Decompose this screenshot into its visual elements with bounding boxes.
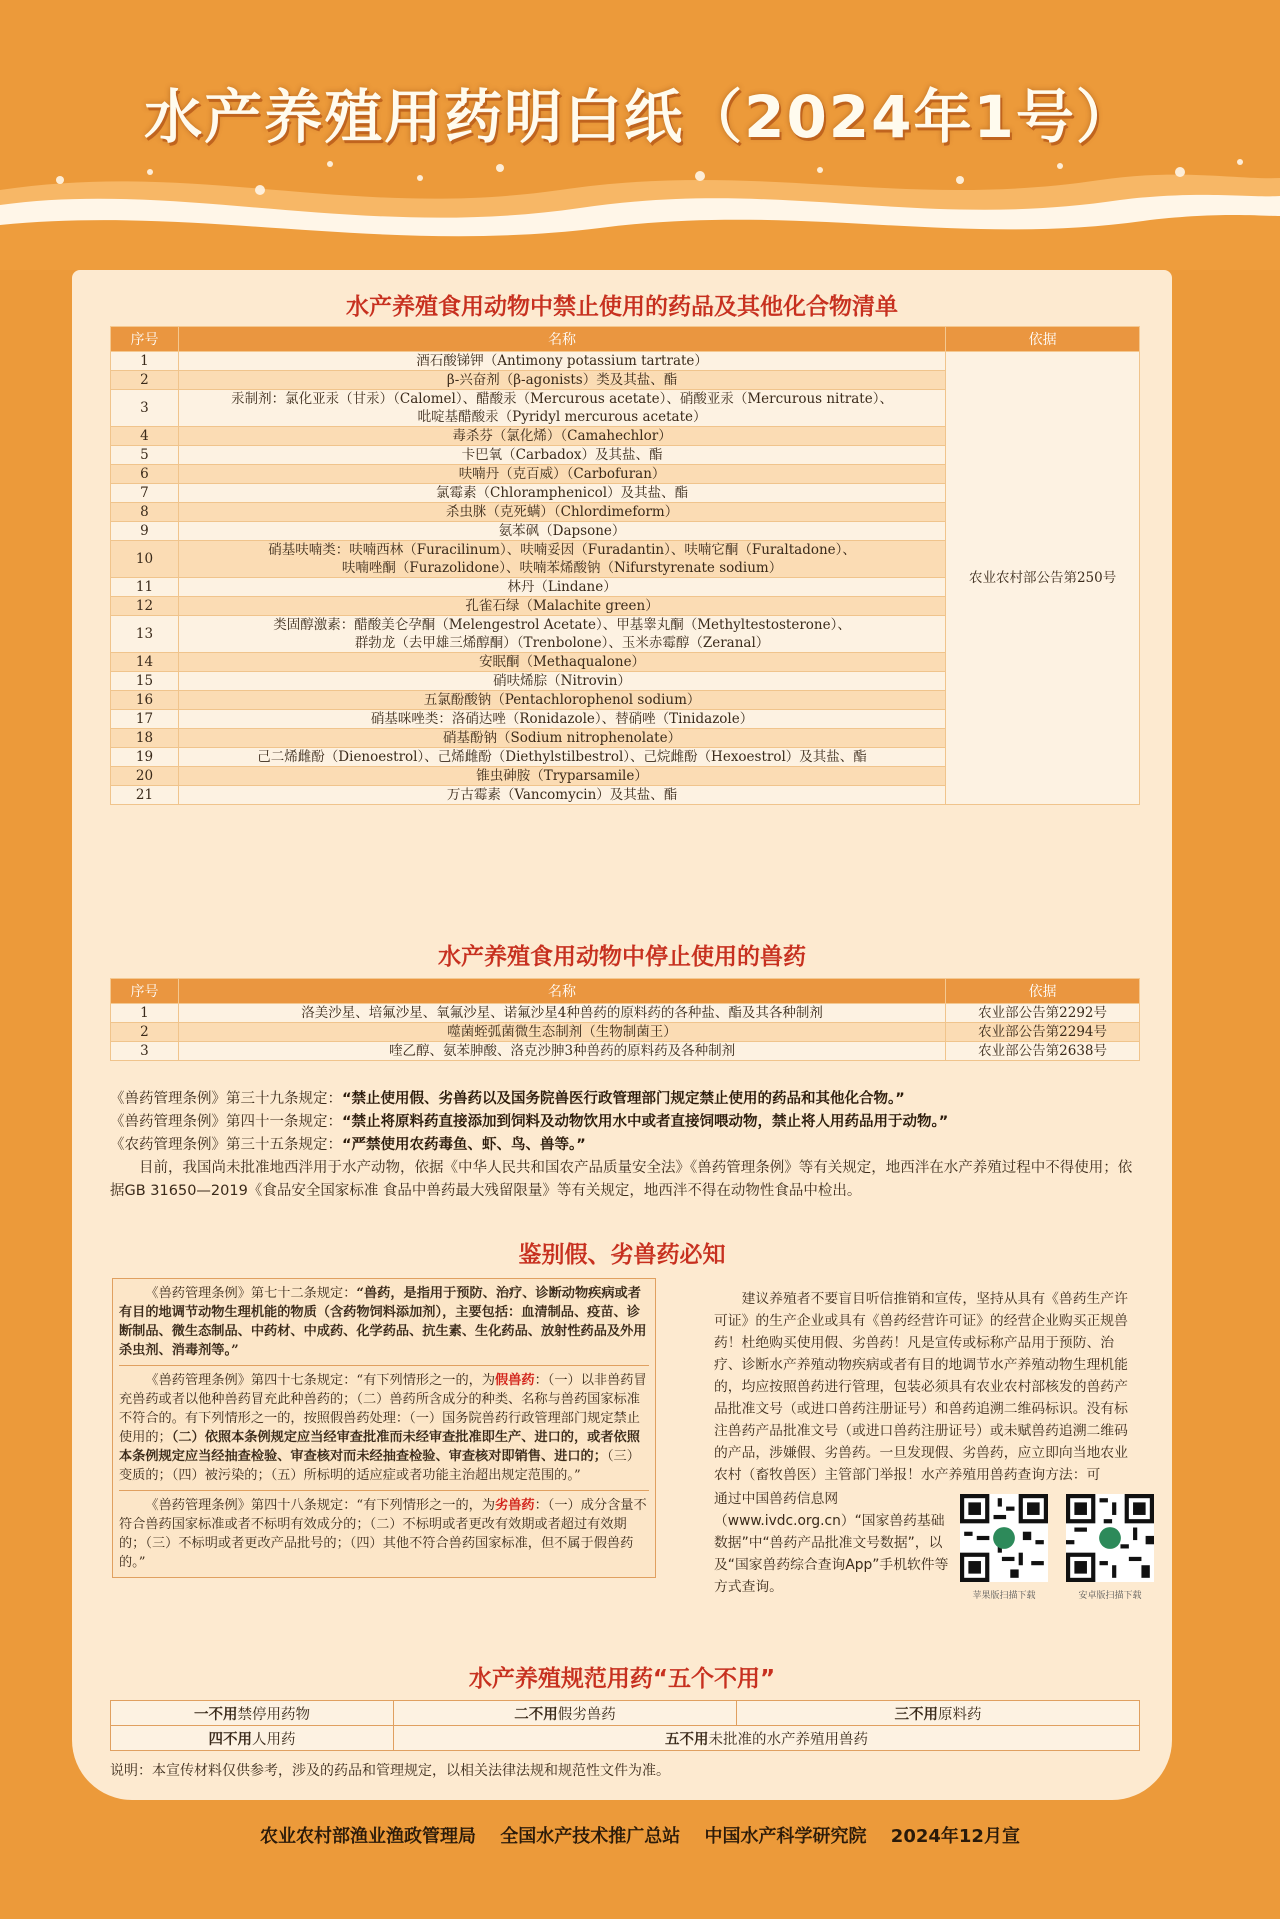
rule-3: 三不用原料药: [737, 1701, 1140, 1726]
drug-name-line: 氯霉素（Chloramphenicol）及其盐、酯: [436, 485, 689, 501]
stopped-drugs-table: [110, 978, 1140, 1061]
row-number: 17: [111, 710, 179, 729]
basis-text: 农业部公告第2638号: [946, 1042, 1140, 1061]
qr-ios-caption: 苹果版扫描下载: [972, 1591, 1036, 1601]
row-number: 2: [111, 1023, 179, 1042]
basis-text: 农业农村部公告第250号: [946, 352, 1140, 805]
drug-name: [178, 691, 945, 710]
row-number: 14: [111, 653, 179, 672]
drug-name: [178, 786, 945, 805]
five-nos-title: 水产养殖规范用药“五个不用”: [468, 1666, 776, 1692]
banned-list-title: 水产养殖食用动物中禁止使用的药品及其他化合物清单: [346, 294, 898, 320]
basis-text: 农业部公告第2294号: [946, 1023, 1140, 1042]
row-number: 11: [111, 578, 179, 597]
drug-name-line: 安眠酮（Methaqualone）: [479, 654, 646, 670]
query-method-text: 通过中国兽药信息网（www.ivdc.org.cn）“国家兽药基础数据”中“兽药产品批准文号数据”，以及“国家兽药综合查询App”手机软件等方式查询。: [714, 1491, 949, 1595]
regulation-box: [112, 1278, 656, 1578]
drug-name: [178, 597, 945, 616]
row-number: 19: [111, 748, 179, 767]
article-72: 《兽药管理条例》第七十二条规定：“兽药，是指用于预防、治疗、诊断动物疾病或者有目的地调节动物生理机能的物质（含药物饲料添加剂），主要包括：血清制品、疫苗、诊断制品、微生态制品、中药材、中成药、化学药品、抗生素、生化药品、放射性药品及外用杀虫剂、消毒剂等。”: [119, 1279, 649, 1366]
rule-5: 五不用未批准的水产养殖用兽药: [394, 1726, 1140, 1751]
drug-name-line: 毒杀芬（氯化烯）（Camahechlor）: [452, 428, 672, 444]
stopped-list-title: 水产养殖食用动物中停止使用的兽药: [438, 944, 806, 970]
regulation-line-1: 《兽药管理条例》第三十九条规定：“禁止使用假、劣兽药以及国务院兽医行政管理部门规定禁止使用的药品和其他化合物。”: [110, 1091, 905, 1107]
drug-name: [178, 352, 945, 371]
qr-ios-icon: [960, 1494, 1048, 1582]
table-row: [111, 352, 1140, 371]
header-name: 名称: [178, 979, 945, 1004]
advice-text: 建议养殖者不要盲目听信推销和宣传，坚持从具有《兽药生产许可证》的生产企业或具有《兽药经营许可证》的经营企业购买正规兽药！杜绝购买使用假、劣兽药！凡是宣传或标称产品用于预防、治疗、诊断水产养殖动物疾病或者有目的地调节水产养殖动物生理机能的，均应按照兽药进行管理，包装必须具有农业农村部核发的兽药产品批准文号（或进口兽药注册证号）和兽药追溯二维码标识。没有标注兽药产品批准文号（或进口兽药注册证号）或未赋兽药追溯二维码的产品，涉嫌假、劣兽药。一旦发现假、劣兽药，应立即向当地农业农村（畜牧兽医）主管部门举报！水产养殖用兽药查询方法：可: [714, 1291, 1128, 1483]
drug-name-line: β-兴奋剂（β-agonists）类及其盐、酯: [446, 372, 678, 388]
drug-name: [178, 541, 945, 578]
drug-name-line: 吡啶基醋酸汞（Pyridyl mercurous acetate）: [417, 409, 707, 425]
row-number: 3: [111, 390, 179, 427]
drug-name-line: 孔雀石绿（Malachite green）: [465, 598, 659, 614]
header-name: 名称: [178, 327, 945, 352]
row-number: 13: [111, 616, 179, 653]
row-number: 15: [111, 672, 179, 691]
drug-name: [178, 710, 945, 729]
drug-name-line: 群勃龙（去甲雄三烯醇酮）（Trenbolone）、玉米赤霉醇（Zeranal）: [354, 635, 770, 651]
row-number: 6: [111, 465, 179, 484]
regulation-line-3: 《农药管理条例》第三十五条规定：“严禁使用农药毒鱼、虾、鸟、兽等。”: [110, 1137, 586, 1153]
drug-name: 噬菌蛭弧菌微生态制剂（生物制菌王）: [178, 1023, 945, 1042]
drug-name-line: 己二烯雌酚（Dienoestrol）、己烯雌酚（Diethylstilbestrol）、己烷雌酚（Hexoestrol）及其盐、酯: [257, 749, 867, 765]
drug-name-line: 卡巴氧（Carbadox）及其盐、酯: [461, 447, 663, 463]
drug-name-line: 呋喃丹（克百威）（Carbofuran）: [458, 466, 666, 482]
drug-name-line: 林丹（Lindane）: [507, 579, 617, 595]
row-number: 8: [111, 503, 179, 522]
drug-name-line: 杀虫脒（克死螨）（Chlordimeform）: [445, 504, 679, 520]
drug-name: [178, 578, 945, 597]
drug-name: [178, 446, 945, 465]
basis-text: 农业部公告第2292号: [946, 1004, 1140, 1023]
drug-name: [178, 390, 945, 427]
rule-1: 一不用禁停用药物: [111, 1701, 394, 1726]
qr-code-android[interactable]: [1066, 1494, 1154, 1582]
header-basis: 依据: [946, 979, 1140, 1004]
rule-4: 四不用人用药: [111, 1726, 394, 1751]
drug-name: 喹乙醇、氨苯胂酸、洛克沙胂3种兽药的原料药及各种制剂: [178, 1042, 945, 1061]
drug-name: [178, 767, 945, 786]
article-47: 《兽药管理条例》第四十七条规定：“有下列情形之一的，为假兽药：（一）以非兽药冒充兽药或者以他种兽药冒充此种兽药的；（二）兽药所含成分的种类、名称与兽药国家标准不符合的。有下列情形之一的，按照假兽药处理：（一）国务院兽药行政管理部门规定禁止使用的；（二）依照本条例规定应当经审查批准而未经审查批准即生产、进口的，或者依照本条例规定应当经抽查检验、审查核对而未经抽查检验、审查核对即销售、进口的；（三）变质的；（四）被污染的；（五）所标明的适应症或者功能主治超出规定范围的。”: [119, 1366, 649, 1491]
drug-name-line: 呋喃唑酮（Furazolidone）、呋喃苯烯酸钠（Nifurstyrenate sodium）: [341, 560, 783, 576]
regulation-line-2: 《兽药管理条例》第四十一条规定：“禁止将原料药直接添加到饲料及动物饮用水中或者直接饲喂动物，禁止将人用药品用于动物。”: [110, 1114, 949, 1130]
drug-name: [178, 672, 945, 691]
row-number: 12: [111, 597, 179, 616]
identify-title: 鉴别假、劣兽药必知: [518, 1242, 726, 1268]
drug-name: [178, 371, 945, 390]
drug-name: [178, 503, 945, 522]
header-no: 序号: [111, 327, 179, 352]
rule-2: 二不用假劣兽药: [394, 1701, 737, 1726]
row-number: 7: [111, 484, 179, 503]
drug-name-line: 锥虫砷胺（Tryparsamile）: [476, 768, 648, 784]
header-no: 序号: [111, 979, 179, 1004]
drug-name-line: 酒石酸锑钾（Antimony potassium tartrate）: [416, 353, 708, 369]
row-number: 3: [111, 1042, 179, 1061]
five-nos-table: [110, 1700, 1140, 1751]
row-number: 16: [111, 691, 179, 710]
table-row: [111, 1042, 1140, 1061]
footer-issuers: 农业农村部渔业渔政管理局 全国水产技术推广总站 中国水产科学研究院 2024年12月宣: [260, 1826, 1020, 1847]
drug-name-line: 硝基咪唑类：洛硝达唑（Ronidazole）、替硝唑（Tinidazole）: [370, 711, 754, 727]
drug-name: 洛美沙星、培氟沙星、氧氟沙星、诺氟沙星4种兽药的原料药的各种盐、酯及其各种制剂: [178, 1004, 945, 1023]
regulation-line-4: 目前，我国尚未批准地西泮用于水产动物，依据《中华人民共和国农产品质量安全法》《兽药管理条例》等有关规定，地西泮在水产养殖过程中不得使用；依据GB 31650—2019《食品安全国家标准 食品中兽药最大残留限量》等有关规定，地西泮不得在动物性食品中检出。: [110, 1160, 1133, 1199]
drug-name: [178, 748, 945, 767]
drug-name-line: 汞制剂：氯化亚汞（甘汞）（Calomel）、醋酸汞（Mercurous acetate）、硝酸亚汞（Mercurous nitrate）、: [231, 391, 893, 407]
drug-name-line: 硝基酚钠（Sodium nitrophenolate）: [443, 730, 682, 746]
drug-name: [178, 729, 945, 748]
row-number: 18: [111, 729, 179, 748]
drug-name-line: 氨苯砜（Dapsone）: [498, 523, 626, 539]
row-number: 1: [111, 1004, 179, 1023]
regulation-text: [110, 1088, 1140, 1203]
table-row: [111, 1023, 1140, 1042]
content-panel: [72, 270, 1172, 1800]
row-number: 21: [111, 786, 179, 805]
row-number: 4: [111, 427, 179, 446]
disclaimer-note: 说明：本宣传材料仅供参考，涉及的药品和管理规定，以相关法律法规和规范性文件为准。: [110, 1763, 670, 1779]
drug-name: [178, 484, 945, 503]
qr-android-icon: [1066, 1494, 1154, 1582]
banned-drugs-table: [110, 326, 1140, 805]
drug-name-line: 五氯酚酸钠（Pentachlorophenol sodium）: [423, 692, 701, 708]
drug-name: [178, 653, 945, 672]
poster-title: 水产养殖用药明白纸（2024年1号）: [144, 83, 1136, 151]
drug-name: [178, 522, 945, 541]
drug-name: [178, 427, 945, 446]
row-number: 10: [111, 541, 179, 578]
drug-name-line: 万古霉素（Vancomycin）及其盐、酯: [446, 787, 678, 803]
drug-name-line: 硝呋烯腙（Nitrovin）: [493, 673, 631, 689]
row-number: 2: [111, 371, 179, 390]
drug-name-line: 类固醇激素：醋酸美仑孕酮（Melengestrol Acetate）、甲基睾丸酮（Methyltestosterone）、: [273, 617, 851, 633]
drug-name: [178, 465, 945, 484]
qr-code-ios[interactable]: [960, 1494, 1048, 1582]
drug-name: [178, 616, 945, 653]
row-number: 1: [111, 352, 179, 371]
article-48: 《兽药管理条例》第四十八条规定：“有下列情形之一的，为劣兽药：（一）成分含量不符合兽药国家标准或者不标明有效成分的；（二）不标明或者更改有效期或者超过有效期的；（三）不标明或者更改产品批号的；（四）其他不符合兽药国家标准，但不属于假兽药的。”: [119, 1498, 647, 1570]
table-row: [111, 1004, 1140, 1023]
drug-name-line: 硝基呋喃类：呋喃西林（Furacilinum）、呋喃妥因（Furadantin）、呋喃它酮（Furaltadone）、: [268, 542, 856, 558]
row-number: 9: [111, 522, 179, 541]
row-number: 20: [111, 767, 179, 786]
qr-android-caption: 安卓版扫描下载: [1078, 1591, 1142, 1601]
header-basis: 依据: [946, 327, 1140, 352]
row-number: 5: [111, 446, 179, 465]
wave-decoration: [0, 150, 1280, 270]
